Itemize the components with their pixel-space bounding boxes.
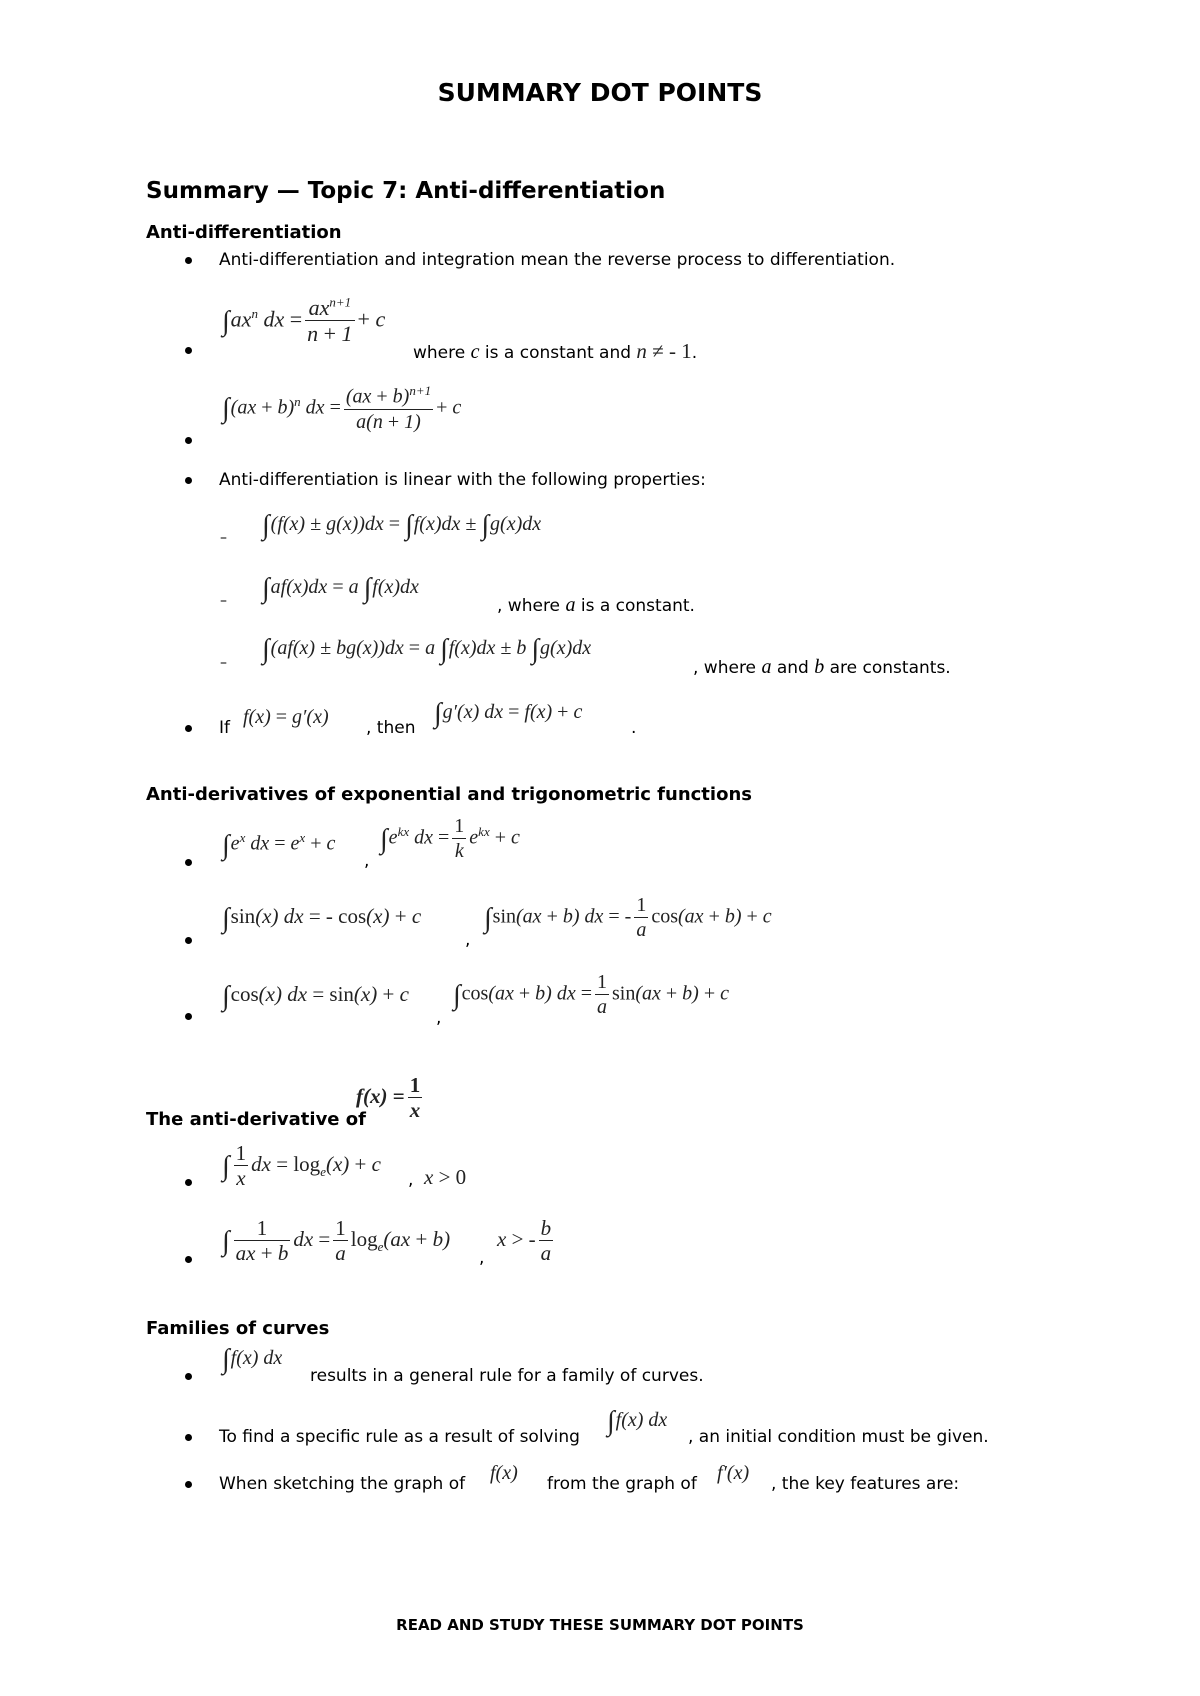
formula-exp: $\int e^x$ dx = $e^x + c$ (222, 829, 336, 861)
formula-sum-rule: ∫(f(x) ± g(x))dx = ∫f(x)dx ± ∫g(x)dx (262, 510, 542, 541)
bullet (185, 859, 192, 866)
formula-indefinite-integral-2: ∫f(x) dx (607, 1406, 668, 1437)
formula-constant-multiple: ∫af(x)dx = a ∫f(x)dx (262, 573, 419, 604)
constant-multiple-condition: , where a is a constant. (497, 594, 695, 616)
formula-if-condition: f(x) = g′(x) (243, 706, 329, 728)
bullet (185, 1373, 192, 1380)
bullet-text-reverse-process: Anti-differentiation and integration mean the reverse process to differentiation. (219, 250, 896, 270)
formula-log-linear: ∫ $\frac{1}{ax + b}$ dx = $\frac{1}{a}$ $\log_e(ax + b)$ (222, 1216, 451, 1266)
then-label: , then (366, 718, 416, 738)
domain-x-greater: x > - $\frac{b}{a}$ (497, 1216, 552, 1266)
formula-sin-linear: ∫sin(ax + b) dx = - $\frac{1}{a}$ cos(ax + b) + c (484, 894, 772, 941)
heading-reciprocal: The anti-derivative of (146, 1109, 366, 1130)
if-label: If (219, 718, 230, 738)
formula-log: ∫ $\frac{1}{x}$ dx = $\log_e(x) + c$ (222, 1141, 381, 1191)
bullet-text-family: results in a general rule for a family of curves. (310, 1366, 704, 1386)
dash-marker: – (220, 593, 227, 609)
formula-linear-power-rule: ∫(ax + b)$^n$ dx = $\frac{(ax + b)^{n+1}}{a(n + 1)}$ + c (222, 383, 462, 433)
bullet (185, 257, 192, 264)
separator-comma: , (408, 1170, 414, 1190)
power-rule-condition: where c is a constant and n ≠ - 1. (413, 339, 698, 363)
formula-f-of-x: f(x) (490, 1462, 518, 1484)
bullet-text-sketching: When sketching the graph of (219, 1474, 466, 1494)
separator-comma: , (436, 1008, 442, 1028)
formula-exp-kx: $\int e^{kx}$ dx = $\frac{1}{k}$ $e^{kx} + c$ (380, 815, 520, 862)
formula-reciprocal-function: f(x) = $\frac{1}{x}$ (356, 1073, 421, 1123)
bullet-text-key-features: , the key features are: (771, 1474, 960, 1494)
bullet-text-from-graph: from the graph of (547, 1474, 697, 1494)
dash-marker: – (220, 655, 227, 671)
heading-anti-differentiation: Anti-differentiation (146, 222, 342, 243)
bullet (185, 937, 192, 944)
period: . (631, 718, 637, 738)
bullet (185, 437, 192, 444)
formula-cos: ∫cos(x) dx = sin(x) + c (222, 981, 409, 1012)
linear-combination-condition: , where a and b are constants. (693, 656, 951, 678)
formula-fundamental: ∫g′(x) dx = f(x) + c (434, 698, 583, 729)
bullet (185, 1013, 192, 1020)
dash-marker: – (220, 530, 227, 546)
formula-power-rule: $\int ax^n$ dx = $\frac{ax^{n+1}}{n + 1}$ + c (222, 294, 386, 347)
bullet (185, 725, 192, 732)
separator-comma: , (479, 1248, 485, 1268)
bullet-text-specific-rule: To find a specific rule as a result of solving (219, 1427, 580, 1447)
bullet (185, 347, 192, 354)
formula-linear-combination: ∫(af(x) ± bg(x))dx = a ∫f(x)dx ± b ∫g(x)dx (262, 634, 592, 665)
formula-cos-linear: ∫cos(ax + b) dx = $\frac{1}{a}$ sin(ax + b) + c (453, 971, 730, 1018)
bullet (185, 1256, 192, 1263)
bullet (185, 1481, 192, 1488)
topic-heading: Summary — Topic 7: Anti-differentiation (146, 178, 666, 204)
bullet (185, 477, 192, 484)
domain-x-positive: x > 0 (424, 1165, 467, 1189)
bullet (185, 1179, 192, 1186)
formula-indefinite-integral: ∫f(x) dx (222, 1344, 283, 1375)
separator-comma: , (465, 930, 471, 950)
document-title: SUMMARY DOT POINTS (437, 78, 763, 107)
formula-sin: ∫sin(x) dx = - cos(x) + c (222, 903, 422, 934)
heading-families: Families of curves (146, 1318, 330, 1339)
heading-exp-trig: Anti-derivatives of exponential and trigonometric functions (146, 784, 752, 805)
formula-f-prime-of-x: f′(x) (717, 1462, 750, 1484)
bullet-text-initial-condition: , an initial condition must be given. (688, 1427, 989, 1447)
separator-comma: , (364, 851, 370, 871)
page-footer: READ AND STUDY THESE SUMMARY DOT POINTS (396, 1616, 804, 1634)
bullet-text-linear-properties: Anti-differentiation is linear with the following properties: (219, 470, 706, 490)
bullet (185, 1434, 192, 1441)
